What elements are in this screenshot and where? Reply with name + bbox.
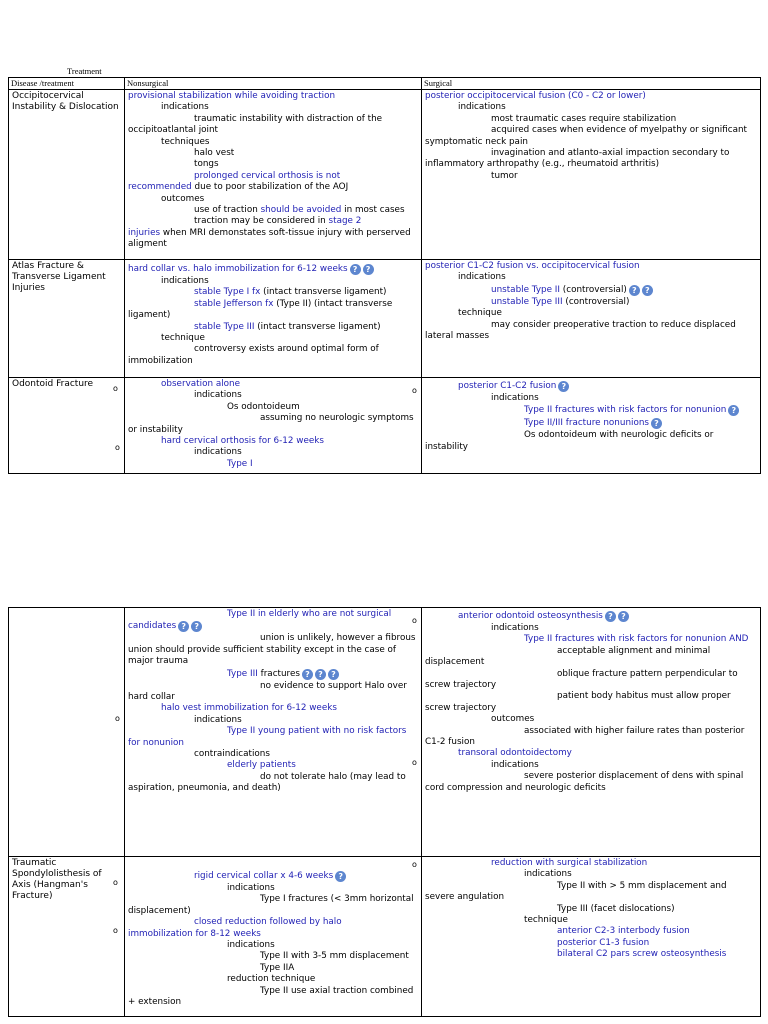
question-icon[interactable]: ? [302, 669, 313, 680]
treatment-link[interactable]: reduction with surgical stabilization [491, 858, 648, 868]
bullet-icon: o [412, 758, 417, 767]
treatment-link[interactable]: observation alone [161, 379, 241, 389]
list-text: fractures [257, 668, 300, 679]
list-item: union is unlikely, however a fibrous [260, 633, 416, 644]
list-item: indications [161, 102, 209, 113]
list-item: cord compression and neurologic deficits [425, 782, 606, 793]
list-item [128, 668, 421, 681]
treatment-link[interactable]: prolonged cervical orthosis is not [194, 170, 341, 181]
treatment-link[interactable]: recommended [128, 182, 192, 193]
question-icon[interactable]: ? [363, 264, 374, 275]
treatment-link[interactable]: immobilization for 8-12 weeks [128, 928, 261, 939]
treatment-link[interactable]: posterior occipitocervical fusion (C0 - C2 or lower) [425, 91, 646, 101]
bullet-icon: o [115, 443, 120, 452]
list-item: displacement [425, 657, 485, 668]
table-row [9, 90, 761, 260]
list-item: acceptable alignment and minimal [557, 645, 711, 656]
question-icon[interactable]: ? [315, 669, 326, 680]
list-item: reduction technique [227, 974, 316, 985]
list-item: assuming no neurologic symptoms [260, 413, 414, 424]
disease-label: Traumatic Spondylolisthesis of Axis (Hangman's Fracture) [12, 858, 102, 901]
treatment-link[interactable]: bilateral C2 pars screw osteosynthesis [557, 949, 727, 960]
question-icon[interactable]: ? [728, 405, 739, 416]
list-item [425, 610, 760, 623]
list-item: instability [425, 441, 469, 452]
list-item: no evidence to support Halo over [260, 680, 407, 691]
table-row [9, 608, 761, 857]
question-icon[interactable]: ? [328, 669, 339, 680]
list-item: or instability [128, 424, 183, 435]
list-item: most traumatic cases require stabilization [491, 113, 677, 124]
list-item: technique [458, 308, 502, 319]
list-item [128, 299, 421, 310]
list-item: traumatic instability with distraction of the [194, 113, 383, 124]
list-item: screw trajectory [425, 680, 497, 691]
treatment-link[interactable]: anterior C2-3 interbody fusion [557, 926, 690, 937]
question-icon[interactable]: ? [191, 621, 202, 632]
list-item: indications [458, 272, 506, 283]
surgical-cell [422, 90, 761, 260]
treatment-link[interactable]: transoral odontoidectomy [458, 748, 572, 759]
list-item: Os odontoideum with neurologic deficits or [524, 430, 714, 441]
disease-label: Odontoid Fracture [12, 379, 94, 389]
list-item [128, 322, 421, 333]
list-item: displacement) [128, 905, 191, 916]
treatment-link[interactable]: Type III [227, 668, 258, 679]
surgical-cell [422, 857, 761, 1017]
bullet-icon: o [412, 860, 417, 869]
list-item: indications [194, 714, 242, 725]
list-item [128, 205, 421, 216]
list-item: indications [194, 447, 242, 458]
nonsurgical-cell [115, 378, 422, 474]
table-row [9, 857, 761, 1017]
list-text: (controversial) [562, 296, 630, 307]
treatment-link[interactable]: posterior C1-C2 fusion vs. occipitocervical fusion [425, 261, 640, 271]
disease-label: Occipitocervical Instability & Dislocation [12, 91, 119, 112]
treatment-link[interactable]: should be avoided [260, 205, 342, 216]
question-icon[interactable]: ? [335, 871, 346, 882]
treatment-link[interactable]: Type II fractures with risk factors for nonunion AND [524, 634, 749, 645]
treatment-link[interactable]: anterior odontoid osteosynthesis [458, 611, 603, 621]
list-item: indications [227, 883, 275, 893]
list-item: occipitoatlantal joint [128, 125, 218, 136]
list-item: Type IIA [260, 962, 295, 973]
list-item: C1-2 fusion [425, 737, 475, 748]
bullet-icon: o [113, 878, 118, 887]
list-text: (intact transverse ligament) [254, 321, 381, 332]
header-disease: Disease /treatment [9, 78, 125, 90]
question-icon[interactable]: ? [618, 611, 629, 622]
treatment-link[interactable]: Type II fractures with risk factors for nonunion [524, 405, 727, 416]
nonsurgical-cell [125, 260, 422, 378]
list-item: ligament) [128, 310, 171, 321]
list-item: indications [161, 276, 209, 286]
header-row [9, 78, 761, 90]
list-item: techniques [161, 136, 210, 147]
surgical-cell [422, 378, 761, 474]
list-item [128, 216, 421, 227]
list-item [425, 417, 760, 430]
list-item: aligment [128, 239, 167, 250]
treatment-link[interactable]: stable Type III [194, 321, 255, 332]
table-row [9, 260, 761, 378]
treatment-link[interactable]: hard cervical orthosis for 6-12 weeks [161, 436, 324, 447]
list-item: aspiration, pneumonia, and death) [128, 783, 281, 794]
treatment-link[interactable]: injuries [128, 227, 161, 238]
list-item: indications [227, 940, 275, 951]
list-item: symptomatic neck pain [425, 136, 528, 147]
list-text: in most cases [341, 205, 405, 216]
list-item [128, 182, 421, 193]
treatment-link[interactable]: unstable Type II [491, 284, 561, 295]
treatment-table-bottom [8, 607, 761, 1017]
list-text: (intact transverse ligament) [260, 287, 387, 298]
question-icon[interactable]: ? [558, 381, 569, 392]
list-item: outcomes [161, 193, 205, 204]
treatment-link[interactable]: unstable Type III [491, 296, 563, 307]
header-surgical: Surgical [422, 78, 761, 90]
list-item [425, 404, 760, 417]
list-item: Type II with > 5 mm displacement and [557, 880, 727, 891]
question-icon[interactable]: ? [642, 285, 653, 296]
treatment-link[interactable]: hard collar vs. halo immobilization for 6-12 weeks [128, 264, 348, 274]
list-item: may consider preoperative traction to reduce displaced [491, 319, 736, 330]
treatment-link[interactable]: provisional stabilization while avoiding traction [128, 91, 336, 101]
list-item: do not tolerate halo (may lead to [260, 771, 406, 782]
list-item: hard collar [128, 692, 175, 703]
disease-label: Atlas Fracture & Transverse Ligament Injuries [12, 261, 106, 293]
bullet-icon: o [115, 714, 120, 723]
treatment-link[interactable]: Type II in elderly who are not surgical [227, 609, 392, 619]
treatment-link[interactable]: Type II/III fracture nonunions [524, 418, 649, 429]
list-item [425, 380, 760, 393]
list-item [425, 284, 760, 297]
disease-cell [9, 608, 125, 857]
list-item: Type III (facet dislocations) [557, 903, 675, 914]
list-text: (controversial) [560, 284, 627, 295]
bullet-icon: o [113, 384, 118, 393]
list-item: controversy exists around optimal form of [194, 344, 379, 355]
page-heading: Treatment [67, 66, 102, 76]
bullet-icon: o [412, 616, 417, 625]
list-item: outcomes [491, 714, 535, 725]
list-text: due to poor stabilization of the AOJ [191, 182, 349, 193]
surgical-cell [422, 260, 761, 378]
treatment-table-top [8, 77, 761, 474]
list-item: indications [491, 623, 539, 633]
list-item: + extension [128, 997, 182, 1008]
list-text: use of traction [194, 205, 261, 216]
list-item: indications [524, 869, 572, 880]
list-item [128, 287, 421, 298]
list-item: severe angulation [425, 892, 505, 903]
list-item: indications [491, 759, 539, 770]
list-text: when MRI demonstates soft-tissue injury with perserved [160, 227, 411, 238]
list-item: indications [458, 102, 506, 113]
bullet-icon: o [412, 386, 417, 395]
bullet-icon: o [113, 926, 118, 935]
list-item [128, 228, 421, 239]
list-item: union should provide sufficient stability except in the case of [128, 644, 397, 655]
list-item: Type II use axial traction combined [260, 985, 414, 996]
treatment-link[interactable]: stable Type I fx [194, 287, 261, 298]
table-row [9, 378, 761, 474]
treatment-link[interactable]: rigid cervical collar x 4-6 weeks [194, 871, 334, 881]
treatment-link[interactable]: halo vest immobilization for 6-12 weeks [161, 703, 337, 714]
disease-cell [9, 857, 125, 1017]
treatment-link[interactable]: Type II young patient with no risk factors [227, 726, 407, 737]
disease-cell [9, 260, 125, 378]
treatment-link[interactable]: elderly patients [227, 760, 296, 771]
list-item: immobilization [128, 355, 193, 366]
list-item: Type II with 3-5 mm displacement [260, 951, 409, 962]
list-item: major trauma [128, 656, 189, 667]
list-item: technique [161, 333, 205, 344]
list-item: lateral masses [425, 331, 490, 342]
list-item: contraindications [194, 749, 270, 760]
question-icon[interactable]: ? [350, 264, 361, 275]
list-text: traction may be considered in [194, 216, 329, 227]
list-item: oblique fracture pattern perpendicular to [557, 668, 738, 679]
treatment-link[interactable]: Type I [227, 458, 253, 469]
list-item: halo vest [194, 148, 235, 159]
list-item: technique [524, 915, 568, 926]
nonsurgical-cell [125, 857, 422, 1017]
list-item: associated with higher failure rates than posterior [524, 725, 745, 736]
question-icon[interactable]: ? [651, 418, 662, 429]
treatment-link[interactable]: candidates [128, 621, 177, 632]
list-item: Type I fractures (< 3mm horizontal [260, 894, 414, 905]
treatment-link[interactable]: stage 2 [328, 216, 362, 227]
list-item: invagination and atlanto-axial impaction secondary to [491, 148, 730, 159]
header-nonsurgical: Nonsurgical [125, 78, 422, 90]
list-text: (Type II) (intact transverse [273, 298, 393, 309]
list-item: indications [491, 393, 539, 403]
question-icon[interactable]: ? [178, 621, 189, 632]
list-item [128, 870, 421, 883]
question-icon[interactable]: ? [605, 611, 616, 622]
list-item: Os odontoideum [227, 401, 300, 412]
list-item: tumor [491, 170, 518, 181]
nonsurgical-cell [115, 608, 422, 857]
list-item [128, 262, 421, 276]
list-item: inflammatory arthropathy (e.g., rheumatoid arthritis) [425, 159, 660, 170]
list-item: patient body habitus must allow proper [557, 691, 731, 702]
list-item [425, 297, 760, 308]
nonsurgical-cell [125, 90, 422, 260]
treatment-link[interactable]: stable Jefferson fx [194, 298, 274, 309]
list-item: screw trajectory [425, 702, 497, 713]
treatment-link[interactable]: posterior C1-3 fusion [557, 937, 650, 948]
disease-cell [9, 378, 125, 474]
list-item: severe posterior displacement of dens with spinal [524, 771, 744, 782]
list-item: indications [194, 390, 242, 401]
list-item [128, 620, 421, 633]
treatment-link[interactable]: for nonunion [128, 737, 184, 748]
surgical-cell [422, 608, 761, 857]
list-item: acquired cases when evidence of myelpathy or significant [491, 125, 748, 136]
disease-cell [9, 90, 125, 260]
treatment-link[interactable]: posterior C1-C2 fusion [458, 381, 557, 391]
treatment-link[interactable]: closed reduction followed by halo [194, 917, 342, 928]
list-item: tongs [194, 159, 219, 170]
question-icon[interactable]: ? [629, 285, 640, 296]
